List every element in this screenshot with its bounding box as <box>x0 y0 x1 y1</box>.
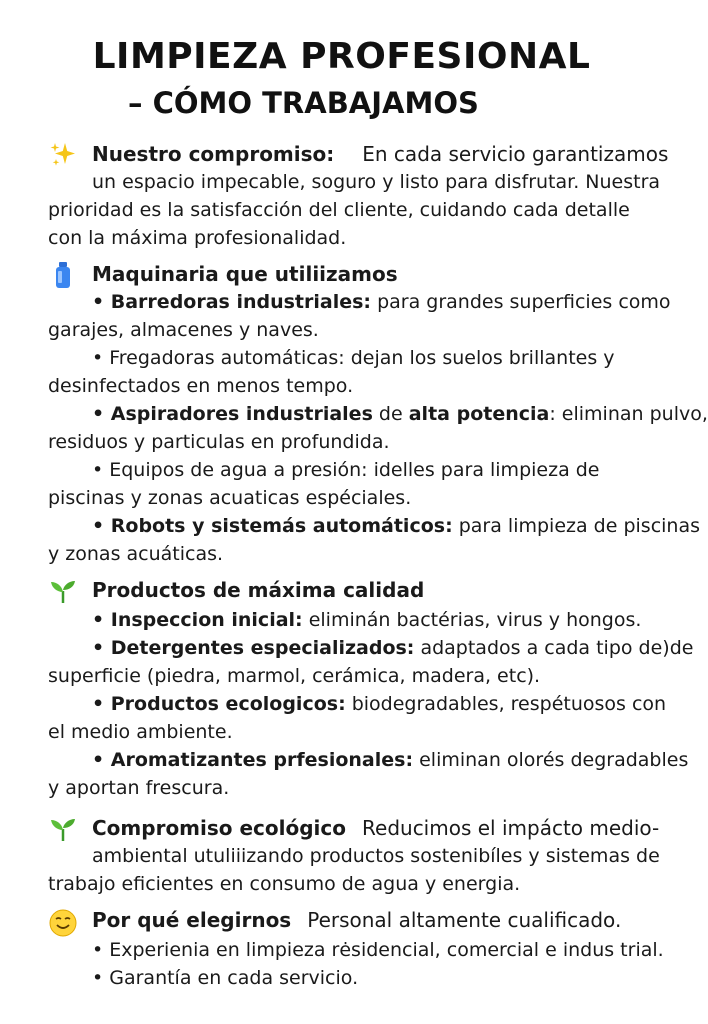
sparkles-icon <box>48 140 78 170</box>
seedling-icon <box>48 576 78 606</box>
list-item-continued: y aportan frescura. <box>48 777 230 799</box>
section-heading: Por qué elegirnos <box>92 908 292 932</box>
section-lead: En cada servicio garantizamos <box>362 142 669 166</box>
paragraph-line: ambiental utuliiizando productos sostenibíles y sistemas de <box>92 845 660 867</box>
list-item <box>92 288 671 316</box>
item-term: • Barredoras industriales: <box>92 291 372 313</box>
item-term: • Aspiradores industriales <box>92 403 373 425</box>
list-item <box>92 690 666 718</box>
list-item: • Experienia en limpieza rėsidencial, comercial e indus trial. <box>92 939 664 961</box>
list-item-continued: el medio ambiente. <box>48 721 233 743</box>
section-heading: Compromiso ecológico <box>92 816 347 840</box>
item-text: eliminán bactérias, virus y hongos. <box>302 609 642 631</box>
list-item <box>92 606 641 634</box>
list-item <box>92 634 693 662</box>
paragraph-line: trabajo eficientes en consumo de agua y energia. <box>48 873 521 895</box>
list-item: • Equipos de agua a presión: idelles para limpieza de <box>92 459 600 481</box>
item-term: alta potencia <box>408 403 550 425</box>
paragraph-line: con la máxima profesionalidad. <box>48 227 347 249</box>
list-item: • Fregadoras automáticas: dejan los suelos brillantes y <box>92 347 615 369</box>
item-term: • Robots y sistemás automáticos: <box>92 515 453 537</box>
item-text: de <box>372 403 409 425</box>
section-lead: Personal altamente cualificado. <box>307 908 622 932</box>
list-item-continued: y zonas acuáticas. <box>48 543 224 565</box>
item-text: adaptados a cada tipo de)de <box>414 637 694 659</box>
item-text: eliminan olorés degradables <box>413 749 689 771</box>
item-text: biodegradables, respétuosos con <box>345 693 667 715</box>
section-heading: Productos de máxima calidad <box>92 578 425 602</box>
section-heading: Nuestro compromiso: <box>92 142 335 166</box>
list-item: • Garantía en cada servicio. <box>92 967 359 989</box>
item-text: : eliminan pulvo, <box>549 403 708 425</box>
paragraph-line: un espacio impecable, soguro y listo para disfrutar. Nuestra <box>92 171 661 193</box>
section-lead: Reducimos el impácto medio- <box>362 816 660 840</box>
item-term: • Detergentes especializados: <box>92 637 415 659</box>
list-item-continued: garajes, almacenes y naves. <box>48 319 319 341</box>
section-heading: Maquinaria que utiliizamos <box>92 262 398 286</box>
item-term: • Productos ecologicos: <box>92 693 346 715</box>
page-title: LIMPIEZA PROFESIONAL <box>92 36 591 77</box>
list-item-continued: residuos y particulas en profundida. <box>48 431 390 453</box>
list-item <box>92 746 688 774</box>
paragraph-line: prioridad es la satisfacción del cliente, cuidando cada detalle <box>48 199 630 221</box>
item-term: • Aromatizantes prfesionales: <box>92 749 414 771</box>
seedling-icon <box>48 814 78 844</box>
list-item <box>92 400 708 428</box>
smiling-face-icon <box>48 908 78 938</box>
item-term: • Inspeccion inicial: <box>92 609 303 631</box>
list-item-continued: desinfectados en menos tempo. <box>48 375 354 397</box>
list-item <box>92 512 700 540</box>
bottle-icon <box>48 260 78 290</box>
list-item-continued: superficie (piedra, marmol, cerámica, madera, etc). <box>48 665 541 687</box>
list-item-continued: piscinas y zonas acuaticas espéciales. <box>48 487 412 509</box>
item-text: para grandes superficies como <box>371 291 671 313</box>
item-text: para limpieza de piscinas <box>452 515 700 537</box>
page-subtitle: – CÓMO TRABAJAMOS <box>128 86 479 120</box>
